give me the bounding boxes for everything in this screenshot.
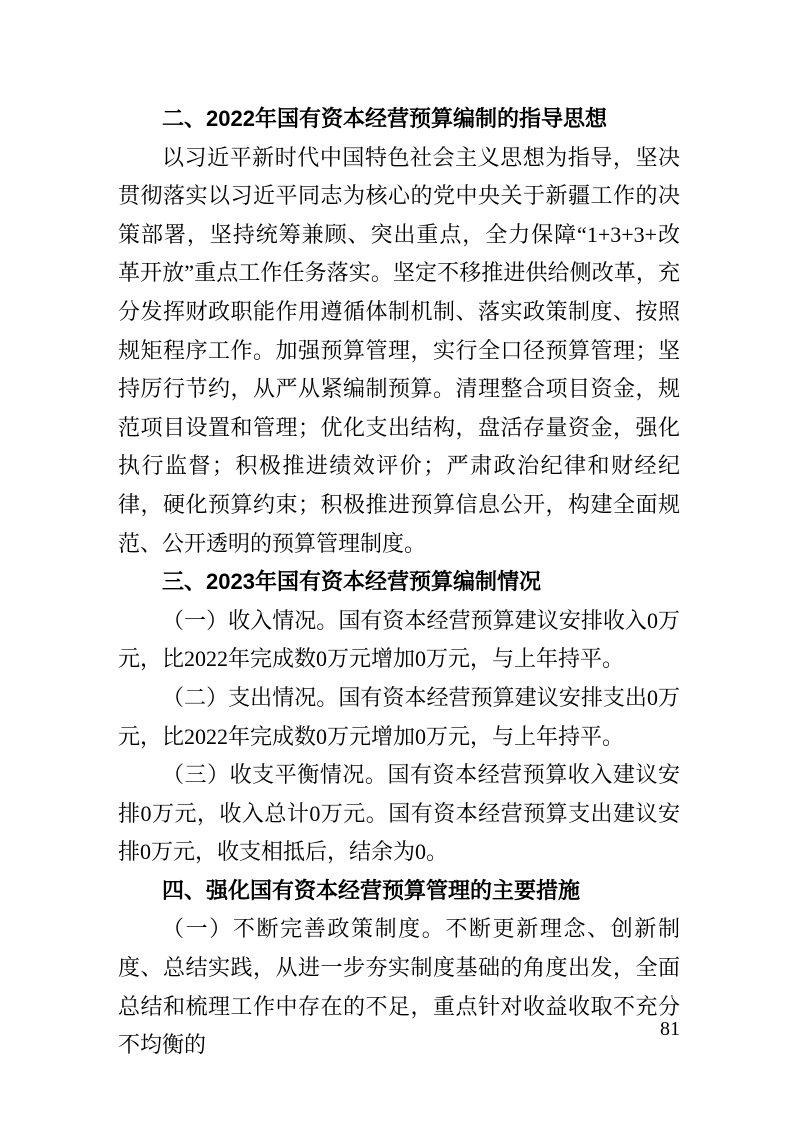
page-number: 81 xyxy=(660,1018,680,1040)
page-footer xyxy=(118,1018,680,1041)
paragraph-balance-situation: （三）收支平衡情况。国有资本经营预算收入建议安排0万元，收入总计0万元。国有资本经营预算支出建议安排0万元，收支相抵后，结余为0。 xyxy=(118,762,680,865)
paragraph-policy-improvement: （一）不断完善政策制度。不断更新理念、创新制度、总结实践，从进一步夯实制度基础的角度出发，全面总结和梳理工作中存在的不足，重点针对收益收取不充分不均衡的 xyxy=(118,916,680,1058)
paragraph-income-situation: （一）收入情况。国有资本经营预算建议安排收入0万元，比2022年完成数0万元增加0万元，与上年持平。 xyxy=(118,607,680,672)
paragraph-guiding-ideology: 以习近平新时代中国特色社会主义思想为指导，坚决贯彻落实以习近平同志为核心的党中央关于新疆工作的决策部署，坚持统筹兼顾、突出重点，全力保障“1+3+3+改革开放”重点工作任务落实。坚定不移推进供给侧改革，充分发挥财政职能作用遵循体制机制、落实政策制度、按照规矩程序工作。加强预算管理，实行全口径预算管理；坚持厉行节约，从严从紧编制预算。清理整合项目资金，规范项目设置和管理；优化支出结构，盘活存量资金，强化执行监督；积极推进绩效评价；严肃政治纪律和财经纪律，硬化预算约束；积极推进预算信息公开，构建全面规范、公开透明的预算管理制度。 xyxy=(118,144,680,556)
paragraph-expenditure-situation: （二）支出情况。国有资本经营预算建议安排支出0万元，比2022年完成数0万元增加0万元，与上年持平。 xyxy=(118,684,680,749)
document-body xyxy=(118,100,680,1065)
section-heading-main-measures: 四、强化国有资本经营预算管理的主要措施 xyxy=(162,877,581,903)
section-heading-2023-budget-compilation: 三、2023年国有资本经营预算编制情况 xyxy=(162,569,541,595)
section-heading-2022-guiding-ideology: 二、2022年国有资本经营预算编制的指导思想 xyxy=(162,106,607,131)
